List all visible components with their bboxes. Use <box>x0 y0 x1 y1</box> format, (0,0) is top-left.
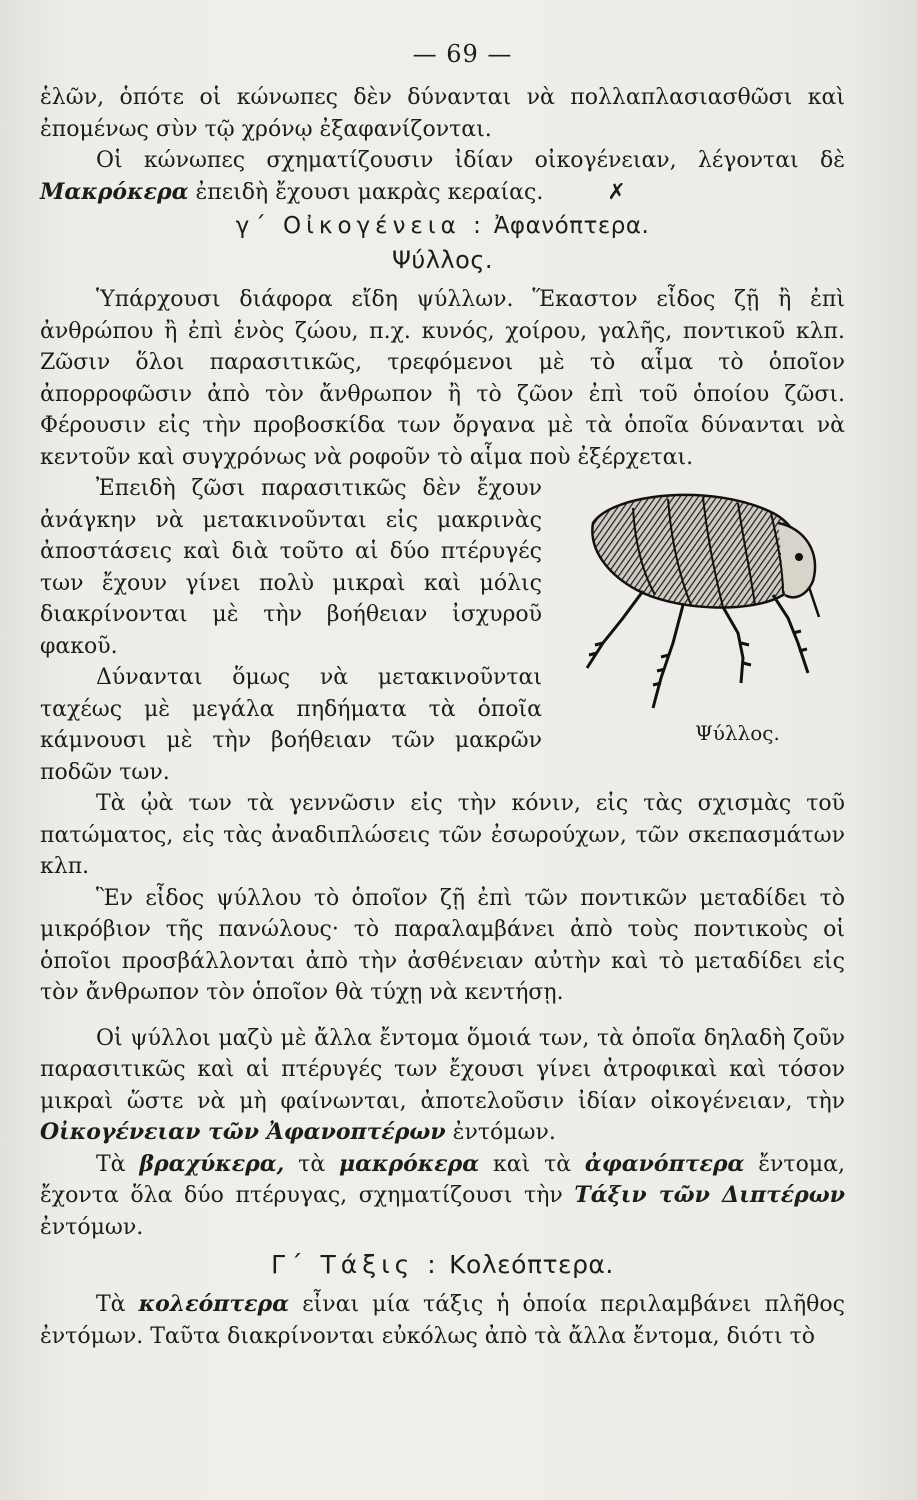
term-aphanopteron-family: Οἰκογένειαν τῶν Ἀφανοπτέρων <box>40 1119 446 1145</box>
paragraph-9-mid-2: καὶ τὰ <box>479 1151 585 1177</box>
heading-family-label: γ΄ Οἰκογένεια : <box>235 213 486 239</box>
flea-caption: Ψύλλος. <box>695 721 780 745</box>
term-makrokera-2: μακρόκερα <box>338 1150 480 1177</box>
term-koleoptera: κολεόπτερα <box>138 1291 290 1317</box>
paragraph-4: Ἐπειδὴ ζῶσι παρασιτικῶς δὲν ἔχουν ἀνάγκην νὰ μετακινοῦνται εἰς μακρινὰς ἀποστάσεις καὶ διὰ τοῦτο αἱ δύο πτέρυγές των ἔχουν γίνει πολὺ μικραὶ καὶ μόλις διακρίνονται μὲ τὴν βοήθειαν ἰσχυροῦ φακοῦ. <box>40 476 542 659</box>
paragraph-9-mid-1: τὰ <box>284 1151 339 1177</box>
heading-order-name: Κολεόπτερα. <box>449 1250 614 1279</box>
flea-illustration <box>573 483 833 713</box>
paragraph-3: Ὑπάρχουσι διάφορα εἴδη ψύλλων. Ἕκαστον εἶδος ζῇ ἢ ἐπὶ ἀνθρώπου ἢ ἐπὶ ἑνὸς ζώου, π.χ. κυνός, χοίρου, γαλῆς, ποντικοῦ κλπ. Ζῶσιν ὅλοι παρασιτικῶς, τρεφόμενοι μὲ τὸ αἷμα τὸ ὁποῖον ἀπορροφῶσιν ἀπὸ τὸν ἄνθρωπον ἢ τὸ ζῶον ἐπὶ τοῦ ὁποίου ζῶσι. Φέρουσιν εἰς τὴν προβοσκίδα των ὄργανα μὲ τὰ ὁποῖα δύνανται νὰ κεντοῦν καὶ συγχρόνως νὰ ροφοῦν τὸ αἷμα ποὺ ἐξέρχεται. <box>40 287 845 470</box>
heading-family-name: Ἀφανόπτερα. <box>493 213 650 239</box>
term-aphanoptera: ἀφανόπτερα <box>584 1150 745 1177</box>
paragraph-5: Δύνανται ὅμως νὰ μετακινοῦνται ταχέως μὲ μεγάλα πηδήματα τὰ ὁποῖα κάμνουσι μὲ τὴν βοήθειαν τῶν μακρῶν ποδῶν των. <box>40 665 542 785</box>
heading-order <box>40 1249 845 1281</box>
paragraph-10-start: Τὰ <box>96 1292 139 1317</box>
paragraph-2-text: Οἱ κώνωπες σχηματίζουσιν ἰδίαν οἰκογένειαν, λέγονται δὲ <box>96 148 845 173</box>
paragraph-10-end: εἶναι μία τάξις ἡ ὁποία περιλαμβάνει πλῆθος ἐντόμων. Ταῦτα διακρίνονται εὐκόλως ἀπὸ τὰ ἄλλα ἔντομα, διότι τὸ <box>40 1292 845 1349</box>
paragraph-9-start: Τὰ <box>96 1151 140 1177</box>
term-dipteron-order: Τάξιν τῶν Διπτέρων <box>574 1182 845 1208</box>
flea-figure <box>560 483 845 745</box>
paragraph-10 <box>40 1289 845 1352</box>
paragraph-8 <box>40 1023 845 1149</box>
paragraph-8-text-end: ἐντόμων. <box>445 1120 556 1145</box>
flea-legs <box>587 591 808 708</box>
page-number: — 69 — <box>412 40 513 68</box>
paragraph-8-text: Οἱ ψύλλοι μαζὺ μὲ ἄλλα ἔντομα ὅμοιά των, τὰ ὁποῖα δηλαδὴ ζοῦν παρασιτικῶς καὶ αἱ πτέρυγές των ἔχουσι γίνει ἀτροφικαὶ καὶ τόσον μικραὶ ὥστε νὰ μὴ φαίνωνται, ἀποτελοῦσιν ἰδίαν οἰκογένειαν, τὴν <box>40 1025 845 1114</box>
heading-family <box>40 210 845 242</box>
paragraph-9 <box>40 1149 845 1244</box>
paragraph-7: Ἓν εἶδος ψύλλου τὸ ὁποῖον ζῇ ἐπὶ τῶν ποντικῶν μεταδίδει τὸ μικρόβιον τῆς πανώλους· τὸ παραλαμβάνει ἀπὸ τοὺς ποντικοὺς οἱ ὁποῖοι προσβάλλονται ἀπὸ τὴν ἀσθένειαν αὐτὴν καὶ τὸ μεταδίδει εἰς τὸν ἄνθρωπον τὸν ὁποῖον θὰ τύχῃ νὰ κεντήσῃ. <box>40 885 845 1005</box>
term-makrokera: Μακρόκερα <box>40 178 189 205</box>
paragraph-1: ἑλῶν, ὁπότε οἱ κώνωπες δὲν δύνανται νὰ πολλαπλασιασθῶσι καὶ ἐπομένως σὺν τῷ χρόνῳ ἐξαφανίζονται. <box>40 85 845 142</box>
paragraph-6: Τὰ ᾠὰ των τὰ γεννῶσιν εἰς τὴν κόνιν, εἰς τὰς σχισμὰς τοῦ πατώματος, εἰς τὰς ἀναδιπλώσεις τῶν ἐσωρούχων, τῶν σκεπασμάτων κλπ. <box>40 791 845 879</box>
paragraph-2-text-end: ἐπειδὴ ἔχουσι μακρὰς κεραίας. <box>188 179 544 205</box>
paragraph-2 <box>40 145 845 208</box>
term-brachykera: βραχύκερα, <box>139 1150 285 1177</box>
flea-body <box>592 495 819 617</box>
heading-order-label: Γ΄ Τάξις : <box>271 1250 441 1279</box>
paragraph-9-end: ἐντόμων. <box>40 1214 144 1240</box>
paragraph-9-mid-3: ἔντομα, ἔχοντα ὅλα δύο πτέρυγας, σχηματίζουσι τὴν <box>40 1151 845 1208</box>
heading-flea: Ψύλλος. <box>391 246 494 274</box>
pen-mark: ✗ <box>607 179 626 205</box>
